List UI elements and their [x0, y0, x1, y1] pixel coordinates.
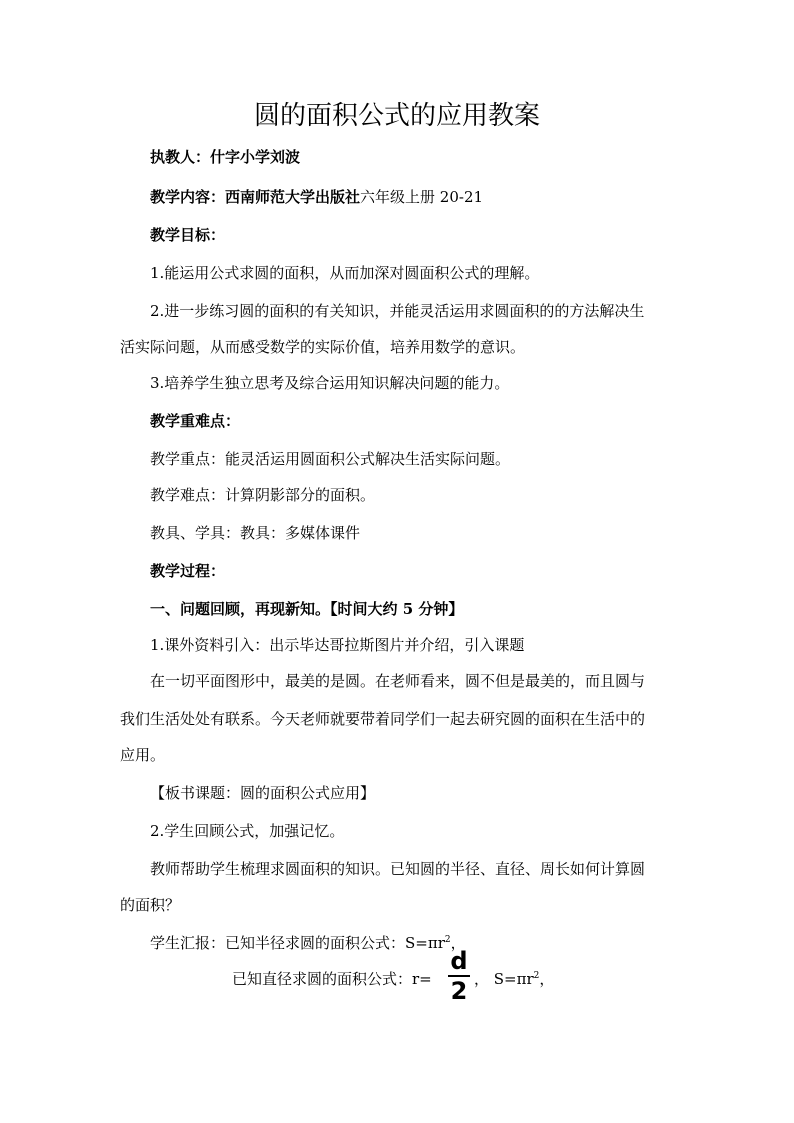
goal-item-2: 2.进一步练习圆的面积的有关知识，并能灵活运用求圆面积的的方法解决生 [150, 302, 645, 320]
step-2: 2.学生回顾公式，加强记忆。 [150, 822, 345, 840]
report-diameter-end: ， [539, 970, 555, 988]
paragraph-2-line-1: 教师帮助学生梳理求圆面积的知识。已知圆的半径、直径、周长如何计算圆 [150, 860, 646, 878]
teacher-value: 什字小学刘波 [210, 148, 301, 166]
goal-item-1: 1.能运用公式求圆的面积，从而加深对圆面积公式的理解。 [150, 264, 540, 282]
process-heading: 教学过程： [150, 562, 226, 580]
report-radius-text: 学生汇报：已知半径求圆的面积公式：S=πr [150, 934, 445, 952]
radius-exponent: 2 [444, 935, 451, 945]
content-value: 六年级上册 20-21 [360, 188, 484, 206]
step-1: 1.课外资料引入：出示毕达哥拉斯图片并介绍，引入课题 [150, 636, 525, 654]
report-radius-end: ， [450, 934, 466, 952]
content-label: 教学内容： [150, 188, 226, 206]
report-diameter-mid: ， S=πr [474, 970, 534, 988]
report-diameter-text: 已知直径求圆的面积公式：r= [232, 970, 432, 988]
goals-heading: 教学目标： [150, 226, 226, 244]
goal-item-2-cont: 活实际问题，从而感受数学的实际价值，培养用数学的意识。 [120, 338, 526, 356]
fraction-denominator: 2 [450, 977, 468, 1005]
paragraph-1-line-1: 在一切平面图形中，最美的是圆。在老师看来，圆不但是最美的，而且圆与 [150, 672, 646, 690]
d-over-2-fraction [448, 948, 470, 1004]
goal-item-3: 3.培养学生独立思考及综合运用知识解决问题的能力。 [150, 374, 510, 392]
paragraph-2-line-2: 的面积？ [120, 896, 181, 914]
difficult-point: 教学难点：计算阴影部分的面积。 [150, 486, 376, 504]
document-title: 圆的面积公式的应用教案 [253, 101, 540, 131]
report-radius-line [150, 932, 466, 954]
board-title: 【板书课题：圆的面积公式应用】 [150, 784, 376, 802]
fraction-numerator: d [450, 947, 468, 975]
key-point: 教学重点：能灵活运用圆面积公式解决生活实际问题。 [150, 450, 511, 468]
section-1-heading: 一、问题回顾，再现新知。【时间大约 5 分钟】 [150, 600, 464, 618]
report-diameter-formula [474, 968, 554, 990]
diameter-exponent: 2 [533, 971, 540, 981]
content-publisher: 西南师范大学出版社 [225, 188, 361, 206]
tools-line: 教具、学具：教具：多媒体课件 [150, 524, 361, 542]
teacher-line [150, 146, 300, 168]
content-line [150, 186, 483, 208]
key-points-heading: 教学重难点： [150, 412, 241, 430]
paragraph-1-line-3: 应用。 [120, 746, 166, 764]
teacher-label: 执教人： [150, 148, 211, 166]
paragraph-1-line-2: 我们生活处处有联系。今天老师就要带着同学们一起去研究圆的面积在生活中的 [120, 710, 646, 728]
